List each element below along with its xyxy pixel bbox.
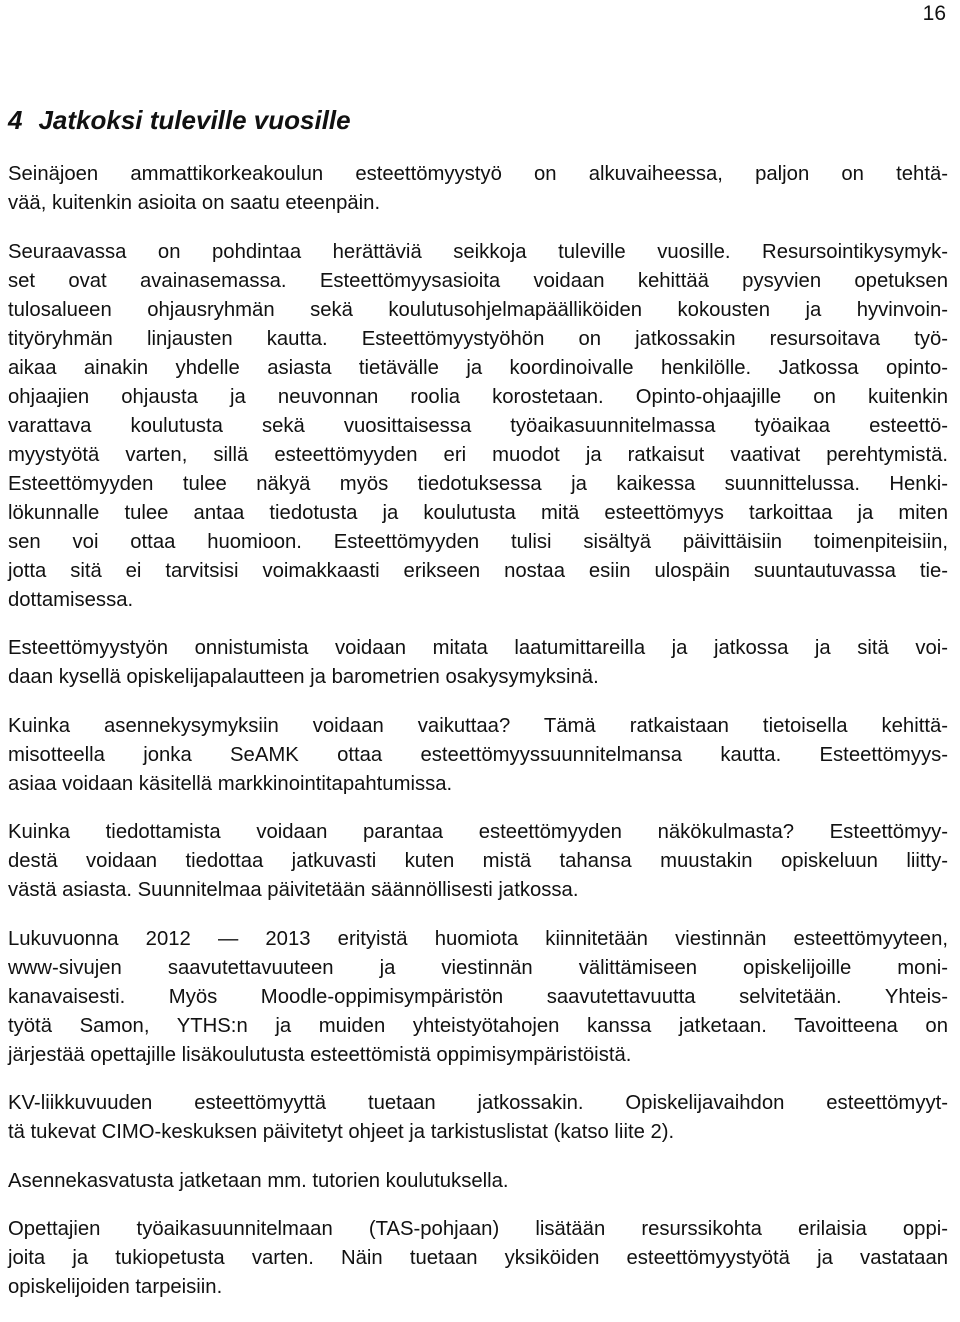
text-line: tityöryhmän linjausten kautta. Esteettömyystyöhön on jatkossakin resursoitava työ- [8,327,948,350]
text-line: KV-liikkuvuuden esteettömyyttä tuetaan jatkossakin. Opiskelijavaihdon esteettömyyt- [8,1092,948,1114]
text-line: ohjaajien ohjausta ja neuvonnan roolia korostetaan. Opinto-ohjaajille on kuitenkin [8,385,948,408]
text-line: daan kysellä opiskelijapalautteen ja barometrien osakysymyksinä. [8,666,599,688]
text-line: jotta sitä ei tarvitsisi voimakkaasti erikseen nostaa esiin ulospäin suuntautuvassa tie- [8,559,948,582]
text-line: Kuinka tiedottamista voidaan parantaa esteettömyyden näkökulmasta? Esteettömyy- [8,821,948,843]
text-line: työtä Samon, YTHS:n ja muiden yhteistyötahojen kanssa jatketaan. Tavoitteena on [8,1014,948,1037]
section-title: Jatkoksi tuleville vuosille [38,105,351,135]
text-line: Kuinka asennekysymyksiin voidaan vaikuttaa? Tämä ratkaistaan tietoisella kehittä- [8,714,948,737]
body-text [8,160,948,1322]
text-line: set ovat avainasemassa. Esteettömyysasioita voidaan kehittää pysyvien opetuksen [8,269,948,292]
text-line: Seuraavassa on pohdintaa herättäviä seikkoja tuleville vuosille. Resursointikysymyk- [8,240,948,263]
text-line: västä asiasta. Suunnitelmaa päivitetään säännöllisesti jatkossa. [8,879,579,901]
text-line: misotteella jonka SeAMK ottaa esteettömyyssuunnitelmansa kautta. Esteettömyys- [8,743,948,766]
text-line: tulosalueen ohjausryhmän sekä koulutusohjelmapäälliköiden kokousten ja hyvinvoin- [8,298,948,321]
text-line: varattava koulutusta sekä vuosittaisessa työaikasuunnitelmassa työaikaa esteettö- [8,414,948,437]
text-line: Esteettömyystyön onnistumista voidaan mitata laatumittareilla ja jatkossa ja sitä voi- [8,637,948,659]
text-line: vää, kuitenkin asioita on saatu eteenpäin. [8,192,381,214]
text-line: aikaa ainakin yhdelle asiasta tietävälle ja koordinoivalle henkilölle. Jatkossa opinto- [8,356,948,379]
text-line: joita ja tukiopetusta varten. Näin tuetaan yksiköiden esteettömyystyötä ja vastataan [8,1247,948,1269]
text-line: opiskelijoiden tarpeisiin. [8,1276,223,1298]
text-line: Seinäjoen ammattikorkeakoulun esteettömyystyö on alkuvaiheessa, paljon on tehtä- [8,163,948,185]
text-line: www-sivujen saavutettavuuteen ja viestinnän välittämiseen opiskelijoille moni- [8,956,948,979]
text-line: Asennekasvatusta jatketaan mm. tutorien koulutuksella. [8,1169,509,1192]
text-line: Opettajien työaikasuunnitelmaan (TAS-pohjaan) lisätään resurssikohta erilaisia oppi- [8,1218,948,1240]
paragraph [8,925,948,1070]
text-line: sen voi ottaa huomioon. Esteettömyyden tulisi sisältyä päivittäisiin toimenpiteisiin, [8,530,948,553]
paragraph [8,818,948,905]
text-line: dottamisessa. [8,588,134,611]
text-line: Esteettömyyden tulee näkyä myös tiedotuksessa ja kaikessa suunnittelussa. Henki- [8,472,948,495]
text-line: kanavaisesti. Myös Moodle-oppimisympäristön saavutettavuutta selvitetään. Yhteis- [8,985,948,1008]
paragraph [8,712,948,799]
section-number: 4 [8,105,23,135]
paragraph [8,160,948,218]
text-line: destä voidaan tiedottaa jatkuvasti kuten mistä tahansa muustakin opiskeluun liitty- [8,850,948,872]
text-line: järjestää opettajille lisäkoulutusta esteettömistä oppimisympäristöistä. [8,1043,632,1066]
paragraph [8,238,948,615]
paragraph [8,1167,948,1196]
paragraph [8,634,948,692]
text-line: tä tukevat CIMO-keskuksen päivitetyt ohjeet ja tarkistuslistat (katso liite 2). [8,1121,675,1143]
paragraph [8,1215,948,1302]
section-heading [8,104,351,136]
text-line: asiaa voidaan käsitellä markkinointitapahtumissa. [8,772,453,795]
text-line: Lukuvuonna 2012 — 2013 erityistä huomiota kiinnitetään viestinnän esteettömyyteen, [8,927,948,950]
text-line: myystyötä varten, sillä esteettömyyden eri muodot ja ratkaisut vaativat perehtymistä. [8,443,948,466]
text-line: lökunnalle tulee antaa tiedotusta ja koulutusta mitä esteettömyys tarkoittaa ja miten [8,501,948,524]
paragraph [8,1089,948,1147]
page-number: 16 [922,2,946,25]
